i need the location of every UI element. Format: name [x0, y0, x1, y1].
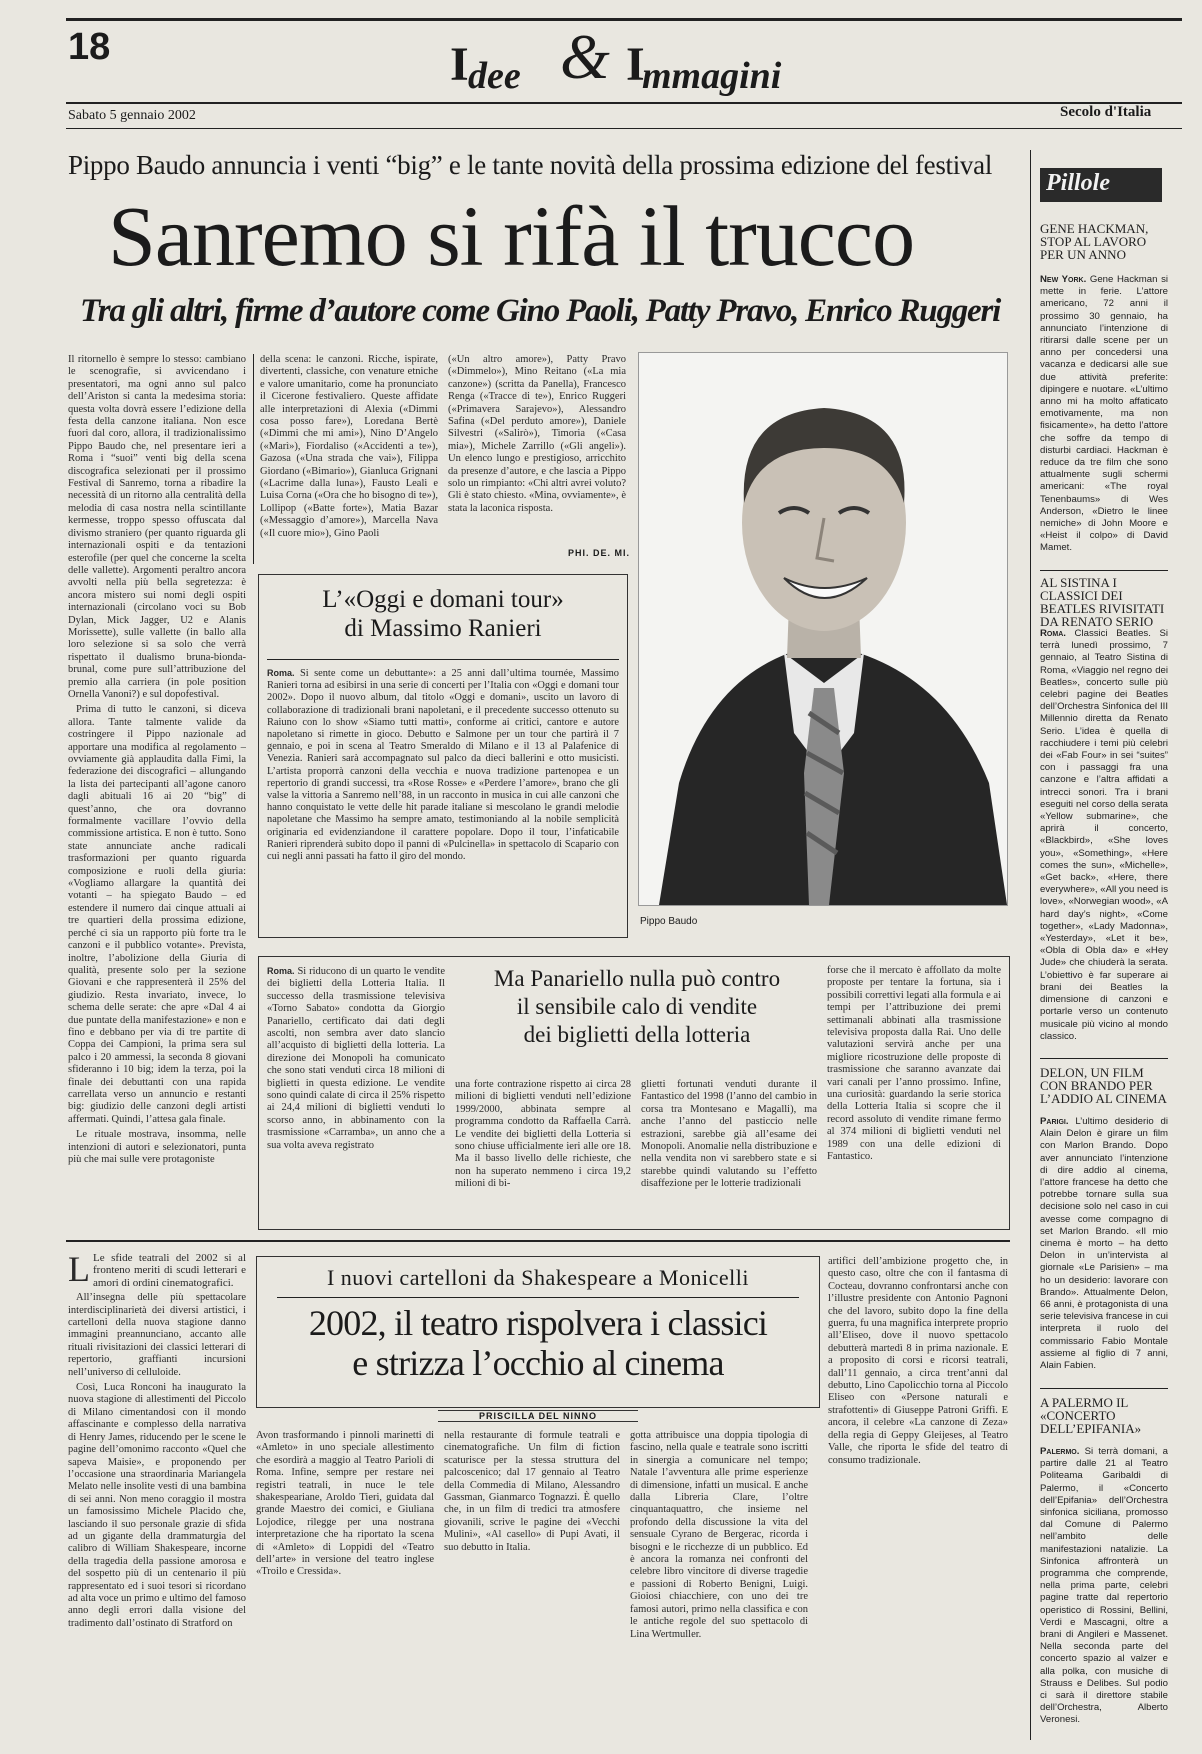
lotteria-title-line1: Ma Panariello nulla può contro [493, 966, 781, 991]
teatro-col-b-text: nella restaurante di formule teatrali e cinematografiche. Un film di fiction scaturisce per la stessa struttura del palcoscenico; dal 17 gennaio al Teatro della Commedia di Milano, Alessandro Gassman, Gianmarco Tognazzi. È quello che, in un film di tredici tra atmosfere giovanili, scrive le pagine dei «Vecchi Mulini», «Al casello» di Pupi Avati, il suo debutto in Italia. [444, 1430, 620, 1553]
pippo-baudo-photo [638, 352, 1008, 906]
pillole-badge [1040, 168, 1162, 202]
pillola-3-text: L’ultimo desiderio di Alain Delon è girare un film con Marlon Brando. Dopo aver annunciato l’intenzione di dire addio al cinema, l’attore francese ha detto che potrebbe tornare sulla sua decisione solo nel caso in cui avesse come compagno di set Marlon Brando. «Il mio cinema è morto – ha detto Delon in un’intervista al giornale «Le Parisien» – ma ho un desiderio: lavorare con Brando». Attualmente Delon, 66 anni, è protagonista di una serie televisiva francese in cui interpreta il ruolo del commissario Fabio Montale assieme al figlio di 7 anni, Alain Fabien. [1040, 1116, 1168, 1372]
lotteria-col4-text: forse che il mercato è affollato da molte proposte per tentare la fortuna, sia i possibili correttivi legati alla formula e ai tempi per l’attribuzione dei premi settimanali abbinati alla trasmissione televisiva proposta dalla Rai. Uno delle valutazioni servirà anche per una migliore ricostruzione delle proposte di trasmissione che saranno avanzate dai vari canali per l’anno prossimo. Infine, una curiosità: guardando la serie storica della Lotteria Italia si scopre che il record assoluto di vendite rimane fermo al 374 milioni di biglietti venduti nel 1989 con una delle edizioni di Fantastico. [827, 965, 1001, 1163]
pillola-1-text: Gene Hackman si mette in ferie. L’attore americano, 72 anni il prossimo 30 gennaio, ha annunciato l’intenzione di ritirarsi dalle scene per un anno per concedersi una vacanza e dedicarsi alle sue due attività preferite: dipingere e nuotare. «L’ultimo anno mi ha molto affaticato emotivamente, ma non fisicamente», ha detto l’attore che soffre da tempo di disturbi cardiaci. Hackman è reduce da tre film che sono attualmente sugli schermi americani: «The royal Tenenbaums» di Wes Anderson, «Dietro le linee nemiche» di John Moore e «Heist il colpo» di David Mamet. [1040, 274, 1168, 554]
teatro-column-a [256, 1430, 434, 1742]
lotteria-col2-text: una forte contrazione rispetto ai circa 28 milioni di biglietti venduti nell’edizione 1999/2000, abbinata sempre al programma condotto da Raffaella Carrà. Le vendite dei biglietti della Lotteria si sono chiuse ufficialmente ieri alle ore 18. Ma il basso livello delle richieste, che non ha superato nemmeno i circa 19,2 milioni di bi- [455, 1079, 631, 1190]
main-column-3 [448, 354, 626, 554]
main-col2-text: della scena: le canzoni. Ricche, ispirate, divertenti, classiche, con venature etniche e valore umanitario, come ha pronunciato il Cicerone festivaliero. Queste affidate alle interpretazioni di Alexia («Dimmi cosa posso fare»), Loredana Bertè («Dimmi che mi ami»), Nino D’Angelo («Marì»), Fiordaliso («Accidenti a te»), Gazosa («Una strada che vai»), Filippa Giordano («Bimario»), Gianluca Grignani («Lacrime dalla luna»), Fausto Leali e Luisa Corna («Ora che ho bisogno di te»), Lollipop («Batte forte»), Matia Bazar («Messaggio d’amore»), Marcella Nava («Il cuore mio»), Gino Paoli [260, 354, 438, 539]
teatro-rule [66, 1240, 1010, 1242]
pillola-3-body [1040, 1116, 1168, 1382]
pillola-2-title: AL SISTINA I CLASSICI DEI BEATLES RIVISITATI DA RENATO SERIO [1040, 575, 1165, 629]
lotteria-column-2 [455, 1079, 631, 1223]
teatro-column-c [630, 1430, 808, 1742]
lotteria-col1-text: Si riducono di un quarto le vendite dei biglietti della Lotteria Italia. Il successo della trasmissione televisiva «Torno Sabato» condotta da Giorgio Panariello, certificato dai dati degli ascolti, non sembra aver dato slancio all’acquisto di biglietti della lotteria. La direzione dei Monopoli ha comunicato che sono stati venduti circa 18 milioni di biglietti in questa edizione. Le vendite sono quindi calate di circa il 25% rispetto ai 24,4 milioni di biglietti venduti lo scorso anno, in abbinamento con la trasmissione «Carramba», un anno che a sua volta aveva registrato [267, 966, 445, 1151]
ranieri-title-line1: L’«Oggi e domani tour» [322, 586, 564, 613]
header-rule [66, 102, 1182, 104]
pillola-1-title: GENE HACKMAN, STOP AL LAVORO PER UN ANNO [1040, 221, 1149, 262]
teatro-col-a-text: Avon trasformando i pinnoli marinetti di «Amleto» in uno speciale allestimento che esordirà a maggio al Teatro Parioli di Roma. Infine, sempre per restare nei registri teatrali, in nuce le tele shakespeariane, Aroldo Tieri, guidata dal grande Maestro dei comici, e Giuliana Lojodice, rilegge per una nostrana interpretazione che ha riportato la scena di «Amleto» di Loppidi del «Teatro dell’arte» in versione del teatro inglese «Troilo e Cressida». [256, 1430, 434, 1578]
ranieri-dateline: Roma. [267, 668, 295, 678]
lotteria-column-3 [641, 1079, 817, 1223]
teatro-intro-column [68, 1252, 246, 1742]
pillola-rule-2 [1040, 1058, 1168, 1059]
main-col3-text: («Un altro amore»), Patty Pravo («Dimmelo»), Mino Reitano («La mia canzone») (scritta da Panella), Francesco Renga («Tracce di te»), Enrico Ruggeri («Primavera Sarajevo»), Alessandro Safina («Del perduto amore»), Daniele Silvestri («Salirò»), Timoria («Casa mia»), Michele Zarrillo («Gli angeli»). Un elenco lungo e prestigioso, arricchito da presenze d’autore, e che lascia a Pippo solo un rimpianto: «Chi altri avrei voluto? Gli è stato chiesto. «Mina, ovviamente», è stata la laconica risposta. [448, 354, 626, 514]
lotteria-dateline: Roma. [267, 966, 295, 976]
pillola-1-dateline: New York. [1040, 274, 1087, 285]
teatro-kicker-rule [277, 1297, 799, 1298]
lotteria-title-line3: dei biglietti della lotteria [523, 1022, 751, 1047]
ranieri-title-line2: di Massimo Ranieri [344, 615, 542, 642]
main-headline: Sanremo si rifà il trucco [108, 188, 915, 284]
teatro-title-line2: e strizza l’occhio al cinema [352, 1343, 724, 1383]
teatro-column-d [828, 1256, 1008, 1742]
lotteria-column-4 [827, 965, 1001, 1223]
section-ampersand: & [560, 21, 610, 92]
sidebar-rule [1030, 150, 1031, 1740]
lotteria-box [258, 956, 1010, 1230]
section-letter-i2: I [626, 38, 645, 91]
teatro-title-box [256, 1256, 820, 1408]
teatro-kicker: I nuovi cartelloni da Shakespeare a Monicelli [326, 1265, 750, 1290]
teatro-column-b [444, 1430, 620, 1742]
ranieri-rule [267, 659, 619, 660]
teatro-col-d-text: artifici dell’ambizione progetto che, in questo caso, oltre che con il fantasma di Cocteau, dovranno confrontarsi anche con l’illustre presidente con Antonio Pagnoni che del lavoro, subito dopo la fine della guerra, fu una magnifica interprete proprio all’Eliseo, dove il nuovo spettacolo debutterà martedì 8 in prima nazionale. E a proposito di corsi e ricorsi teatrali, dall’11 gennaio, a circa trent’anni dal debutto, Lino Capolicchio torna al Piccolo Eliseo con «Persone naturali e strafottenti» di Giuseppe Patroni Griffi. E ancora, il celebre «La canzone di Zeza» della regia di Geppy Gleijeses, al Teatro Valle, che riporta le sfide del teatro di consumo tradizionale. [828, 1256, 1008, 1466]
pillola-3-title: DELON, UN FILM CON BRANDO PER L’ADDIO AL CINEMA [1040, 1065, 1167, 1106]
teatro-intro-p1 [68, 1252, 246, 1289]
teatro-title-line1: 2002, il teatro rispolvera i classici [308, 1303, 768, 1343]
ranieri-box [258, 574, 628, 938]
pillola-4-text: Si terrà domani, a partire dalle 21 al Teatro Politeama Garibaldi di Palermo, il «Concerto dell’Epifania» dell’Orchestra sinfonica siciliana, promosso dal Comune di Palermo nell’ambito delle manifestazioni natalizie. La Sinfonica affronterà un programma che comprende, nella prima parte, celebri pagine tratte dal repertorio operistico di Rossini, Bellini, Verdi e Mascagni, oltre a brani di Angileri e Massenet. Nella seconda parte del concerto spazio al valzer e alla polka, con musiche di Strauss e Delibes. Sul podio ci sarà il direttore stabile dell’Orchestra, Alberto Veronesi. [1040, 1446, 1168, 1726]
paper-name: Secolo d'Italia [1060, 104, 1152, 120]
pillola-rule-1 [1040, 570, 1168, 571]
pillola-2-text: Classici Beatles. Si terrà lunedì prossimo, 7 gennaio, al Teatro Sistina di Roma, «Viaggio nel regno dei Beatles», concerto sulle più celebri pagine dei Beatles dell’Orchestra Sinfonica del III Millennio diretta da Renato Serio. L’idea è quella di racchiudere i temi più celebri dei «Fab Four» in sei “suites” con i passaggi fra una canzone e l’altra affidati a intrecci sonori. Tra i brani eseguiti nel corso della serata «Yellow submarine», che aprirà il concerto, «Blackbird», «She loves you», «Something», «Here comes the sun», «Michelle», «Get back», «Here, there everywhere», «All you need is love», «Norwegian wood», «A hard day’s night», «Come together», «Lady Madonna», «Yesterday», «Let it be», «Obla di Obla da» e «Hey Jude» che chiuderà la serata. L’obiettivo è far superare ai brani dei Beatles la dimensione di canzoni e portarle verso un contenuto musicale più vicino al mondo classico. [1040, 628, 1168, 1042]
section-word-idee: dee [468, 55, 521, 97]
teatro-dropcap: L [68, 1252, 90, 1289]
ranieri-body [267, 667, 619, 929]
portrait-illustration [639, 353, 1007, 905]
teatro-intro-p3: Così, Luca Ronconi ha inaugurato la nuova stagione di allestimenti del Piccolo di Milano cimentandosi con il mondo affascinante e complesso della narrativa di Henry James, riducendo per le scene le pagine dell’omonimo racconto «Quel che sapeva Maisie», e proponendo per l’occasione una straordinaria Mariangela Melato nelle insolite vesti di una bambina di sei anni. Non meno coraggio il mostra un famosissimo Michele Placido che, lasciando il suo personale grazie di sfida ad un gigante della drammaturgia del calibro di William Shakespeare, incorne della tragedia della passione amorosa e del sospetto più di un centenario il più rappresentato ed i suoi tesori si ricordano ad alta voce un primo e ultimo del famoso anno degli errori dalla visione del tradimento dall’ostinato di Stratford on [68, 1382, 246, 1629]
lotteria-column-1 [267, 965, 445, 1223]
pillola-2-dateline: Roma. [1040, 628, 1066, 639]
teatro-intro-text: Le sfide teatrali del 2002 si al fronteno meriti di scudi letterari e amori di ordini cinematografici. [93, 1252, 246, 1289]
main-col1-p3: Le rituale mostrava, insomma, nelle intenzioni di autori e selezionatori, punta più che mai sulle vere protagoniste [68, 1129, 246, 1165]
date-rule [66, 128, 1182, 129]
section-letter-i1: I [450, 38, 469, 91]
col-divider [253, 354, 254, 564]
pillola-4-title: A PALERMO IL «CONCERTO DELL’EPIFANIA» [1040, 1395, 1142, 1436]
lotteria-col3-text: glietti fortunati venduti durante il Fantastico del 1998 (l’anno del cambio in corsa tra Montesano e Magalli), ma anche l’anno del pasticcio nelle estrazioni, sarebbe già all’esame dei Monopoli. Anomalie nella distribuzione e nella vendita non vi sarebbero state e si starebbe quindi valutando su l’effetto disaffezione per le lotterie tradizionali [641, 1079, 817, 1190]
main-byline: PHI. DE. MI. [568, 548, 631, 558]
main-subhead: Tra gli altri, firme d’autore come Gino Paoli, Patty Pravo, Enrico Ruggeri [80, 293, 1001, 329]
pillola-2-body [1040, 628, 1168, 1052]
issue-date: Sabato 5 gennaio 2002 [68, 108, 196, 123]
pillola-rule-3 [1040, 1388, 1168, 1389]
teatro-intro-p2: All’insegna delle più spettacolare interdisciplinarietà dei diversi artistici, i cartelloni della nuova stagione danno immagini preannunciano, accanto alle rituali rivisitazioni dei classici letterari di repertorio, graffianti incursioni nell’universo di celluloide. [68, 1292, 246, 1378]
teatro-col-c-text: gotta attribuisce una doppia tipologia di fascino, nella quale e teatrale sono iscritti in sinergia a comunicare nel tempo; Natale l’avventura alle prime esperienze di dimensione, infatti un musical. E anche dalla Libreria Clare, l’oltre cinquantaquattro, che insieme nel profondo della discussione la vita del sensuale Cyrano de Bergerac, ricorda i bisogni e le ricchezze di un pubblico. Ed è ancora la romanza nei confronti del celebre libro vincitore di diverse tragedie e passioni di Roberto Benigni, Luigi. Gioiosi chiacchiere, con uno dei tre famosi autori, primo nella classifica e con le antiche regole del suo spettacolo di Lina Wertmuller. [630, 1430, 808, 1640]
pillola-4-body [1040, 1446, 1168, 1740]
pillole-badge-label: Pillole [1046, 170, 1110, 196]
pillola-3-dateline: Parigi. [1040, 1116, 1069, 1127]
photo-caption: Pippo Baudo [640, 916, 698, 927]
lotteria-title-line2: il sensibile calo di vendite [516, 994, 758, 1019]
main-col1-p2: Prima di tutto le canzoni, si diceva allora. Tante talmente valide da costringere il Pippo nazionale ad apportare una modifica al regolamento – ovviamente già applaudita dalla Fimi, la federazione dei discografici – allungando la lista dei partecipanti all’agone canoro dagli abituali 16 ai 20 “big” di quest’anno, che ora dovranno formalmente vacillare l’ovvio della commissione artistica. E non è tutto. Sono state annunciate anche radicali trasformazioni per quanto riguarda composizione e ruoli della giuria: «Vogliamo allargare la quantità dei votanti – ha spiegato Baudo – ed estendere il numero dai cinque attuali ai tre quartieri della prossima edizione, perché ci sia un rapporto più forte tra le canzoni e il pubblico votante». Prevista, inoltre, l’abolizione della Giuria di qualità, presente solo per la sezione Giovani e che rappresenterà il 25% del giudizio. Resta invariato, invece, lo schema delle serate: che apre «Dal 4 ai due puntate della manifestazione» e non e fino e debbano per via di tre partite di Coppa dei Campioni, la prima sera sul palco i 20 ammessi, la seconda 8 giovani sfideranno i 10 big; idem la terza, poi la finale dei debuttanti con una rapida carrellata verso un annuncio e restanti big: giudizio delle canzoni degli artisti affermati. Quindi, l’attesa gala finale. [68, 704, 246, 1125]
section-title [450, 18, 870, 100]
main-column-1 [68, 354, 246, 1214]
pillola-4-dateline: Palermo. [1040, 1446, 1080, 1457]
teatro-byline: PRISCILLA DEL NINNO [438, 1410, 638, 1422]
section-word-immagini: mmagini [642, 55, 782, 97]
main-column-2 [260, 354, 438, 564]
ranieri-text: Si sente come un debuttante»: a 25 anni dall’ultima tournée, Massimo Ranieri torna ad esibirsi in una serie di concerti per l’Italia con «Oggi e domani tour 2002». Dopo il nuovo album, dal titolo «Oggi e domani», uscito un lavoro di collaborazione di tradizionali brani napoletani, e il precedente successo ottenuto su Raiuno con lo show «Siamo tutti matti», conforme ai critici, cantore e autore napoletano si rimette in gioco. Debutto e Salmone per un tour che partirà il 7 gennaio, e poi in scena al Teatro Smeraldo di Milano e il 13 al Palafenice di Venezia. Ranieri sarà accompagnato sul palco da dieci ballerini e otto musicisti. L’artista proporrà canzoni della vecchia e nuova tradizione partenopea e un repertorio di grandi successi, tra «Rose Rosse» e «Perdere l’amore», brano che gli valse la vittoria a Sanremo nell’88, in un racconto in musica in cui alle canzoni che hanno conquistato le vette delle hit parade italiane si mescolano le grandi melodie napoletane che Massimo ha sempre amato, testimoniando al la nobile semplicità originaria ed evidenziandone il carattere popolare. Dopo il tour, l’infaticabile Ranieri riprenderà subito dopo il panni di «Pulcinella» in spettacolo di Scapario con cui negli anni passati ha fatto il giro del mondo. [267, 668, 619, 863]
lotteria-title [455, 965, 819, 1049]
main-kicker: Pippo Baudo annuncia i venti “big” e le tante novità della prossima edizione del festival [68, 150, 993, 180]
ranieri-title [259, 585, 627, 643]
teatro-title [257, 1303, 819, 1383]
pillola-1-body [1040, 274, 1168, 566]
main-col1-p1: Il ritornello è sempre lo stesso: cambiano le scenografie, si avvicendano i presentatori, ma ogni anno sul palco dell’Ariston si canta la medesima storia: questa volta dovrà essere l’edizione della festa della canzone italiana. Non esce fuori dal coro, allora, il tradizionalissimo Pippo Baudo che, nel presentare ieri a Roma i “suoi” venti big della scena discografica selezionati per il prossimo Festival di Sanremo, torna a ribadire la necessità di un ritorno alla centralità della melodia di casa nostra nella scintillante kermesse, troppo spesso offuscata dal divismo straniero (per quanto riguarda gli internazionali ospiti e da tentazioni esterofile (per quel che concerne la scelta delle vallette). Argomenti peraltro ancora avvolti nella più bella segretezza: è ancora mistero sui nomi degli ospiti internazionali (circolano voci su Bob Dylan, Mick Jagger, U2 e Alanis Morissette), sulle vallette (in ballo alla loro selezione si sa solo che verrà rispettato il dualismo bruna-bionda-brunal, come pure sull’attribuzione del premio alla carriera (in pole position Ornella Vanoni?) e sul dopofestival. [68, 354, 246, 700]
page-number: 18 [68, 26, 111, 68]
